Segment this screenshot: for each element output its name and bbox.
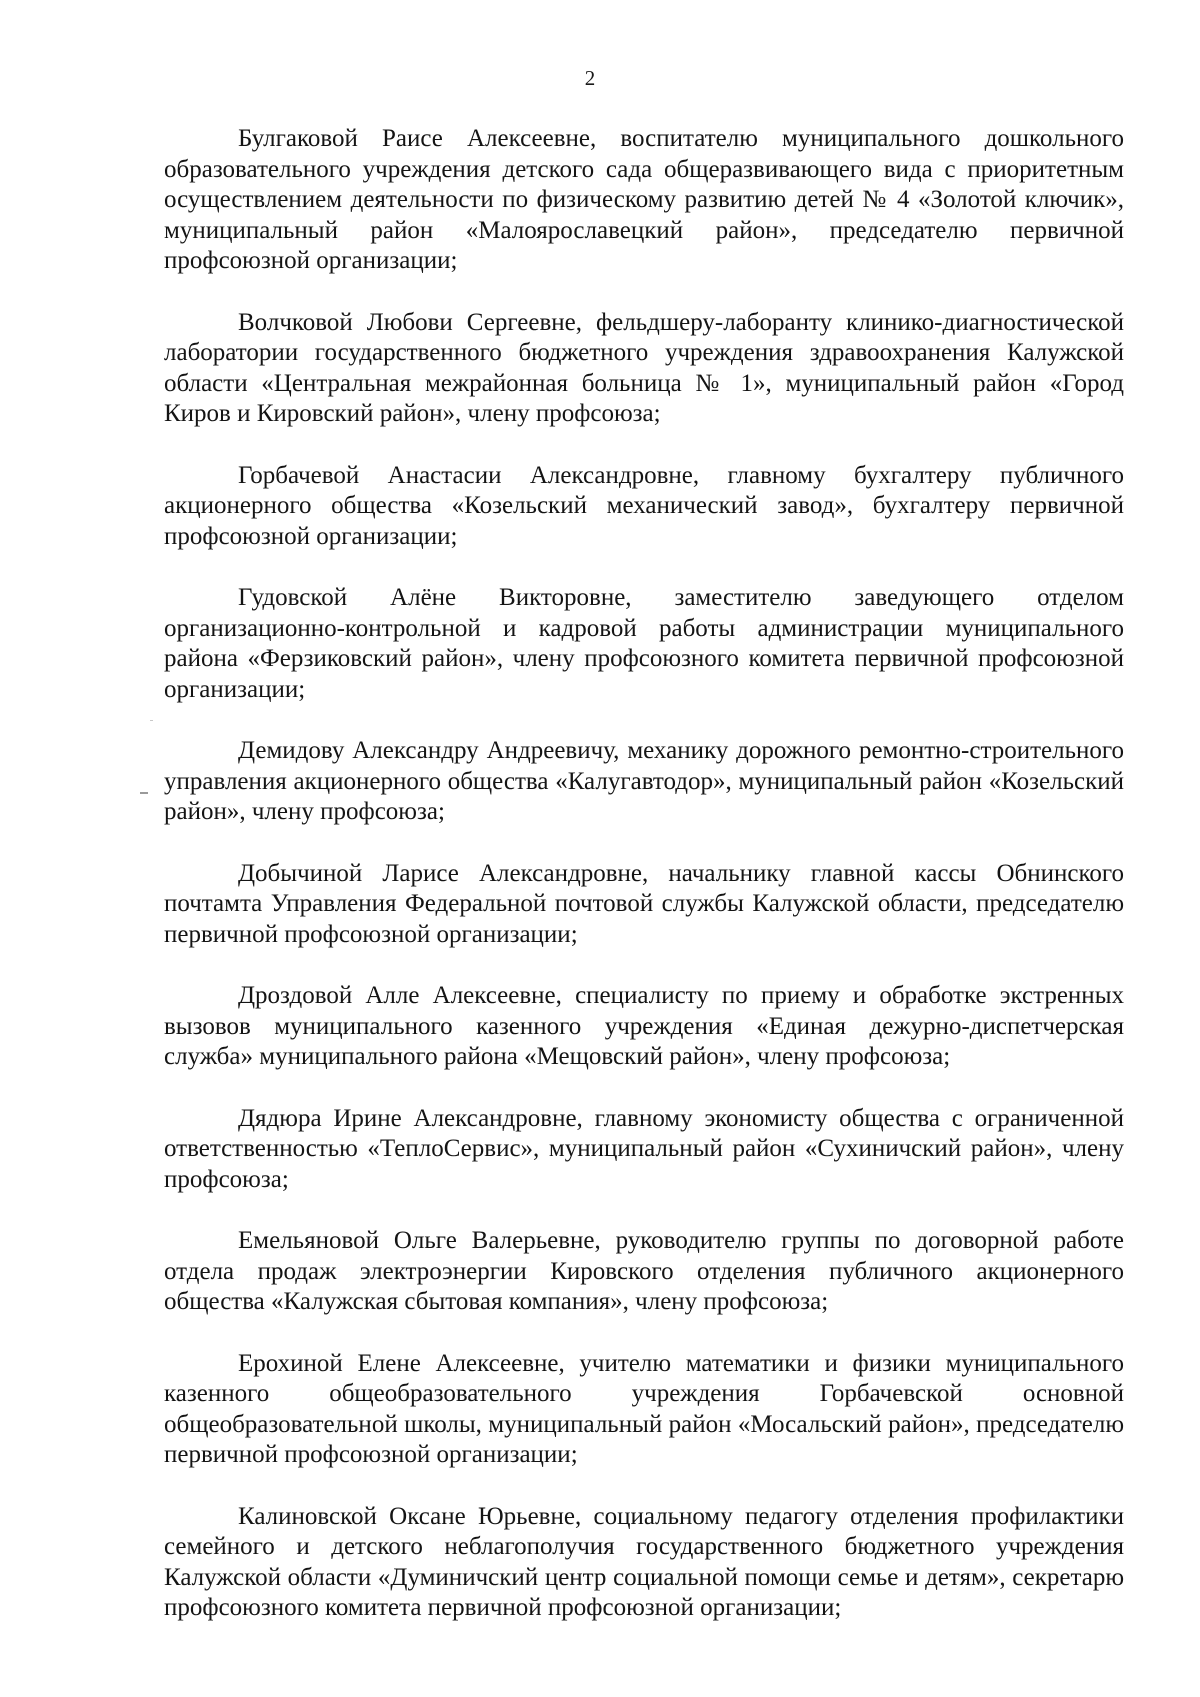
page-number: 2	[584, 66, 596, 90]
paragraph: Добычиной Ларисе Александровне, начальнику главной кассы Обнинского почтамта Управления Федеральной почтовой службы Калужской области, председателю первичной профсоюзной организации;	[164, 859, 1124, 948]
document-body	[164, 124, 1124, 1655]
scan-artifact	[150, 720, 153, 721]
paragraph: Демидову Александру Андреевичу, механику дорожного ремонтно-строительного управления акционерного общества «Калугавтодор», муниципальный район «Козельский район», члену профсоюза;	[164, 737, 1124, 825]
paragraph: Калиновской Оксане Юрьевне, социальному педагогу отделения профилактики семейного и детского неблагополучия государственного бюджетного учреждения Калужской области «Думиничский центр социальной помощи семье и детям», секретарю профсоюзного комитета первичной профсоюзной организации;	[164, 1502, 1124, 1621]
paragraph: Дядюра Ирине Александровне, главному экономисту общества с ограниченной ответственностью «ТеплоСервис», муниципальный район «Сухиничский район», члену профсоюза;	[164, 1104, 1124, 1193]
paragraph: Булгаковой Раисе Алексеевне, воспитателю муниципального дошкольного образовательного учреждения детского сада общеразвивающего вида с приоритетным осуществлением деятельности по физическому развитию детей № 4 «Золотой ключик», муниципальный район «Малоярославецкий район», председателю первичной профсоюзной организации;	[164, 125, 1124, 274]
paragraph: Волчковой Любови Сергеевне, фельдшеру-лаборанту клинико-диагностической лаборатории государственного бюджетного учреждения здравоохранения Калужской области «Центральная межрайонная больница № 1», муниципальный район «Город Киров и Кировский район», члену профсоюза;	[164, 308, 1124, 427]
paragraph: Емельяновой Ольге Валерьевне, руководителю группы по договорной работе отдела продаж электроэнергии Кировского отделения публичного акционерного общества «Калужская сбытовая компания», члену профсоюза;	[164, 1227, 1124, 1315]
paragraph: Гудовской Алёне Викторовне, заместителю заведующего отделом организационно-контрольной и кадровой работы администрации муниципального района «Ферзиковский район», члену профсоюзного комитета первичной профсоюзной организации;	[164, 584, 1124, 703]
paragraph: Ерохиной Елене Алексеевне, учителю математики и физики муниципального казенного общеобразовательного учреждения Горбачевской основной общеобразовательной школы, муниципальный район «Мосальский район», председателю первичной профсоюзной организации;	[164, 1349, 1124, 1468]
paragraph: Дроздовой Алле Алексеевне, специалисту по приему и обработке экстренных вызовов муниципального казенного учреждения «Единая дежурно-диспетчерская служба» муниципального района «Мещовский район», члену профсоюза;	[164, 982, 1124, 1070]
scan-artifact	[140, 792, 148, 794]
paragraph: Горбачевой Анастасии Александровне, главному бухгалтеру публичного акционерного общества «Козельский механический завод», бухгалтеру первичной профсоюзной организации;	[164, 461, 1124, 550]
